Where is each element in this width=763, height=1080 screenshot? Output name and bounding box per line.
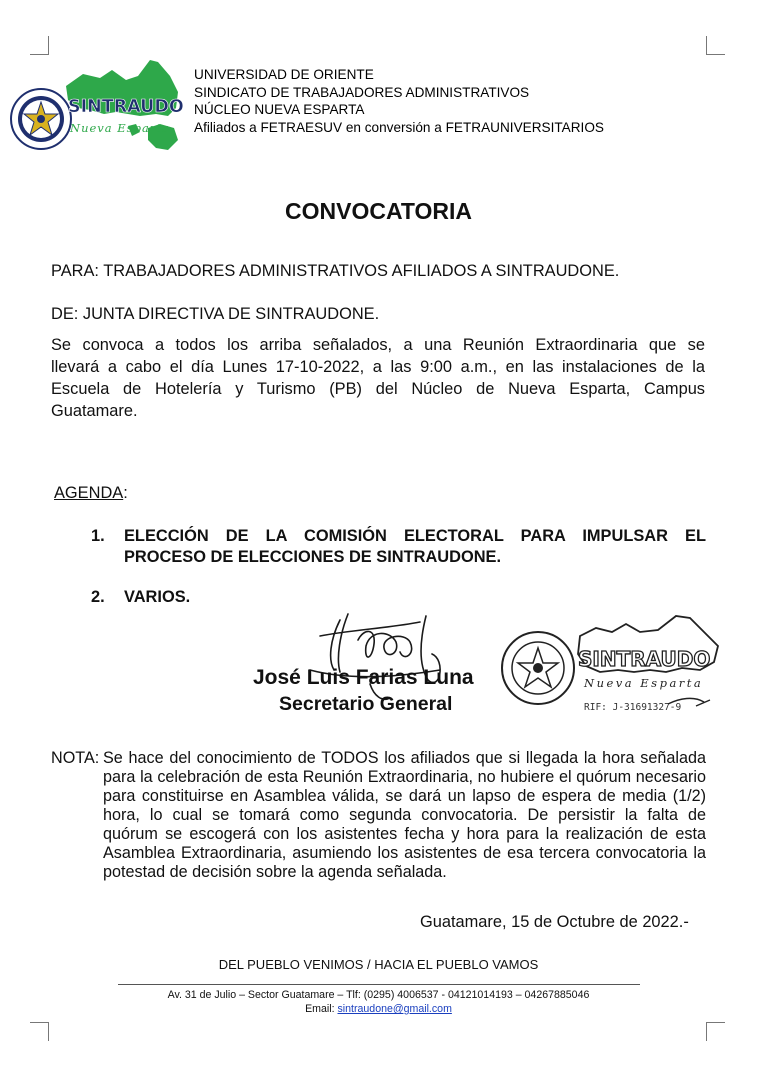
agenda-label: AGENDA [54,484,124,502]
sintraudo-logo [8,56,188,156]
note-label: NOTA: [51,749,100,767]
letterhead-line-4: Afiliados a FETRAESUV en conversión a FETRAUNIVERSITARIOS [194,119,604,135]
agenda-item-2-number: 2. [91,588,105,606]
note-line-4: hora, lo cual se tomará como segunda convocatoria. De persistir la falta de [103,806,706,824]
note-line-7: potestad de decisión sobre la agenda señalada. [103,863,447,881]
footer-divider [118,984,640,985]
stamp-rif-text: RIF: J-31691327-9 [584,702,682,713]
signatory-name: José Luis Farias Luna [253,666,474,689]
note-line-3: para constituirse en Asamblea válida, se dará un lapso de espera de media (1/2) [103,787,706,805]
footer-email-link[interactable]: sintraudone@gmail.com [337,1003,452,1015]
sender-line: DE: JUNTA DIRECTIVA DE SINTRAUDONE. [51,305,380,323]
letterhead-line-1: UNIVERSIDAD DE ORIENTE [194,67,374,82]
signatory-role: Secretario General [279,693,453,715]
agenda-heading [54,484,128,503]
note-line-6: Asamblea Extraordinaria, asumiendo los asistentes de esa tercera convocatoria la [103,844,706,862]
agenda-item-1-line-2: PROCESO DE ELECCIONES DE SINTRAUDONE. [124,548,502,566]
recipient-line: PARA: TRABAJADORES ADMINISTRATIVOS AFILIADOS A SINTRAUDONE. [51,262,620,280]
letterhead-line-3: NÚCLEO NUEVA ESPARTA [194,102,365,117]
seal-icon [11,89,71,149]
footer-motto: DEL PUEBLO VENIMOS / HACIA EL PUEBLO VAMOS [218,957,539,972]
corner-mark-top-left [30,36,49,55]
stamp-seal-icon [502,632,574,704]
stamp-subtitle-text: Nueva Esparta [584,676,704,690]
union-stamp [500,610,740,722]
letterhead [194,66,604,136]
body-line-3: Escuela de Hotelería y Turismo (PB) del Núcleo de Nueva Esparta, Campus [51,380,705,398]
corner-mark-top-right [706,36,725,55]
corner-mark-bottom-left [30,1022,49,1041]
stamp-brand-text: SINTRAUDO [578,647,711,671]
agenda-item-1-number: 1. [91,527,105,545]
note-line-2: para la celebración de esta Reunión Extraordinaria, no hubiere el quórum necesario [103,768,706,786]
footer-email-line [0,1003,757,1015]
note-line-5: quórum se escogerá con los asistentes fecha y hora para la realización de esta [103,825,706,843]
logo-subtitle-text: Nueva Esparta [70,121,170,135]
footer-address: Av. 31 de Julio – Sector Guatamare – Tlf: (0295) 4006537 - 04121014193 – 04267885046 [167,989,590,1001]
body-paragraph [51,334,705,422]
corner-mark-bottom-right [706,1022,725,1041]
agenda-item-2: VARIOS. [124,588,191,606]
body-line-2: llevará a cabo el día Lunes 17-10-2022, a las 9:00 a.m., en las instalaciones de la [51,358,705,376]
body-line-1: Se convoca a todos los arriba señalados, a una Reunión Extraordinaria que se [51,336,705,354]
place-and-date: Guatamare, 15 de Octubre de 2022.- [420,913,689,931]
footer-email-label: Email: [305,1003,338,1015]
note-line-1: Se hace del conocimiento de TODOS los afiliados que si llegada la hora señalada [103,749,706,767]
agenda-colon: : [123,484,128,502]
agenda-item-1 [124,526,706,568]
body-line-4: Guatamare. [51,402,138,420]
note-body [103,749,706,882]
document-title: CONVOCATORIA [285,198,472,224]
logo-brand-text: SINTRAUDO [68,97,184,117]
letterhead-line-2: SINDICATO DE TRABAJADORES ADMINISTRATIVOS [194,84,530,100]
agenda-item-1-line-1: ELECCIÓN DE LA COMISIÓN ELECTORAL PARA IMPULSAR EL [124,527,706,545]
